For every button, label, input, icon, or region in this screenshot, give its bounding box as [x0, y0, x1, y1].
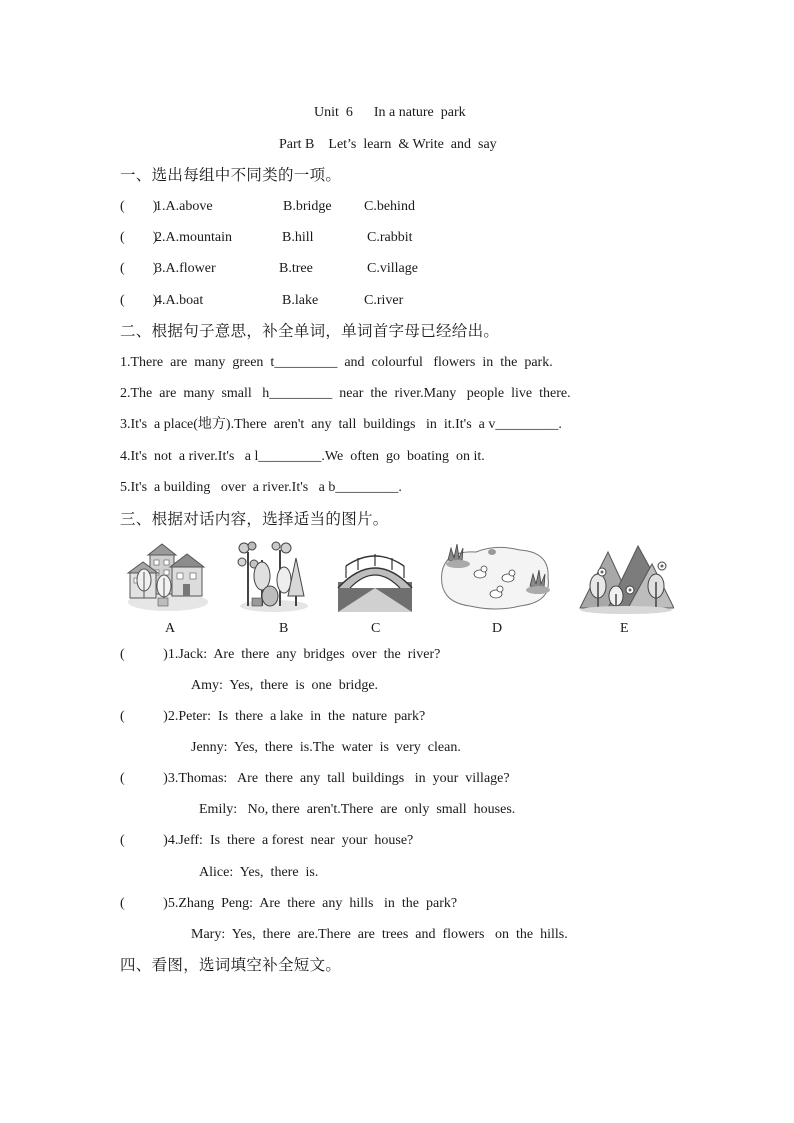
- option-a: 3.A.flower: [155, 261, 216, 276]
- option-a: 2.A.mountain: [155, 230, 232, 245]
- dialogue-answer: Emily: No, there aren't.There are only small houses.: [199, 802, 516, 817]
- option-b: B.hill: [282, 230, 314, 245]
- answer-paren[interactable]: ( ): [120, 293, 158, 308]
- dialogue-answer: Mary: Yes, there are.There are trees and flowers on the hills.: [191, 927, 568, 942]
- hills-flowers-icon: [578, 542, 674, 614]
- option-a: 1.A.above: [155, 199, 213, 214]
- dialogue-question[interactable]: ( )2.Peter: Is there a lake in the nature park?: [120, 709, 426, 724]
- bridge-icon: [336, 548, 414, 614]
- section2-heading: 二、根据句子意思，补全单词，单词首字母已经给出。: [120, 322, 500, 340]
- option-c: C.rabbit: [367, 230, 413, 245]
- dialogue-question[interactable]: ( )5.Zhang Peng: Are there any hills in the park?: [120, 896, 458, 911]
- option-c: C.river: [364, 293, 404, 308]
- picture-label-e: E: [620, 621, 629, 636]
- dialogue-question[interactable]: ( )4.Jeff: Is there a forest near your house?: [120, 833, 414, 848]
- dialogue-answer: Jenny: Yes, there is.The water is very clean.: [191, 740, 461, 755]
- option-b: B.lake: [282, 293, 319, 308]
- fill-blank-sentence[interactable]: 3.It's a place(地方).There aren't any tall buildings in it.It's a v_________.: [120, 417, 562, 432]
- answer-paren[interactable]: ( ): [120, 261, 158, 276]
- picture-label-c: C: [371, 621, 381, 636]
- answer-paren[interactable]: ( ): [120, 230, 158, 245]
- answer-paren[interactable]: ( ): [120, 199, 158, 214]
- option-b: B.tree: [279, 261, 313, 276]
- dialogue-question[interactable]: ( )3.Thomas: Are there any tall buildings in your village?: [120, 771, 510, 786]
- section1-heading: 一、选出每组中不同类的一项。: [120, 166, 342, 184]
- picture-label-a: A: [165, 621, 176, 636]
- fill-blank-sentence[interactable]: 5.It's a building over a river.It's a b_________.: [120, 480, 402, 495]
- option-b: B.bridge: [283, 199, 332, 214]
- worksheet-title: Unit 6 In a nature park: [314, 105, 466, 120]
- dialogue-question[interactable]: ( )1.Jack: Are there any bridges over the river?: [120, 647, 441, 662]
- village-houses-icon: [124, 540, 210, 614]
- fill-blank-sentence[interactable]: 1.There are many green t_________ and colourful flowers in the park.: [120, 355, 553, 370]
- fill-blank-sentence[interactable]: 4.It's not a river.It's a l_________.We often go boating on it.: [120, 449, 485, 464]
- section3-heading: 三、根据对话内容，选择适当的图片。: [120, 510, 389, 528]
- option-c: C.village: [367, 261, 418, 276]
- picture-label-d: D: [492, 621, 503, 636]
- forest-trees-icon: [234, 540, 310, 614]
- dialogue-answer: Alice: Yes, there is.: [199, 865, 319, 880]
- picture-label-b: B: [279, 621, 289, 636]
- section4-heading: 四、看图，选词填空补全短文。: [120, 956, 342, 974]
- option-c: C.behind: [364, 199, 415, 214]
- fill-blank-sentence[interactable]: 2.The are many small h_________ near the river.Many people live there.: [120, 386, 571, 401]
- lake-ducks-icon: [436, 538, 554, 614]
- dialogue-answer: Amy: Yes, there is one bridge.: [191, 678, 379, 693]
- worksheet-subtitle: Part B Let’s learn & Write and say: [279, 137, 497, 152]
- option-a: 4.A.boat: [155, 293, 204, 308]
